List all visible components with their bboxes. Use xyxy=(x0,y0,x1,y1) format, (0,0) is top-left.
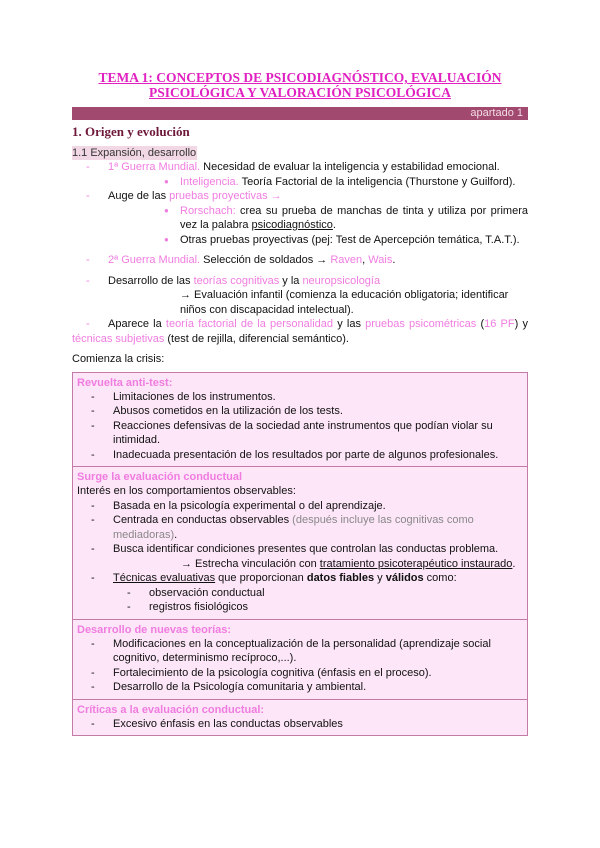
dash-marker: - xyxy=(91,448,95,461)
list-item xyxy=(72,317,528,346)
list-item xyxy=(77,586,523,601)
text-run: Necesidad de evaluar la inteligencia y estabilidad emocional. xyxy=(203,161,500,173)
list-item xyxy=(72,175,528,190)
list-item xyxy=(72,274,528,289)
text-run: Limitaciones de los instrumentos. xyxy=(113,390,276,403)
dash-marker: - xyxy=(86,318,90,330)
list-item xyxy=(72,189,528,204)
text-run: . xyxy=(392,254,396,266)
bullet-icon: ● xyxy=(164,234,169,244)
text-run: Abusos cometidos en la utilización de los tests. xyxy=(113,405,343,417)
dash-marker: - xyxy=(91,666,95,679)
section-band: apartado 1 xyxy=(72,107,528,120)
text-run: Excesivo énfasis en las conductas observables xyxy=(113,717,343,730)
text-run: tratamiento psicoterapéutico instaurado xyxy=(319,557,513,570)
crisis-section-title: Surge la evaluación conductual xyxy=(77,471,243,483)
list-item xyxy=(77,484,523,499)
text-run: Inteligencia. xyxy=(180,175,242,188)
text-run: observación conductual xyxy=(149,586,265,599)
list-item xyxy=(77,666,523,681)
text-run: Teoría Factorial de la inteligencia (Thurstone y Guilford). xyxy=(241,175,516,188)
list-item xyxy=(77,513,523,542)
text-run: → Evaluación infantil (comienza la educación obligatoria; identificar niños con discapacidad intelectual). xyxy=(180,289,509,316)
text-run: Rorschach: xyxy=(180,204,241,217)
text-run: que proporcionan xyxy=(215,572,307,584)
crisis-section xyxy=(73,373,527,467)
text-run: 2ª Guerra Mundial. xyxy=(108,254,204,266)
text-run: Raven xyxy=(330,254,363,266)
text-run: datos fiables xyxy=(306,572,375,584)
title-line: TEMA 1: CONCEPTOS DE PSICODIAGNÓSTICO, EVALUACIÓN xyxy=(98,70,502,85)
text-run: válidos xyxy=(385,572,424,584)
section-heading: 1. Origen y evolución xyxy=(72,124,190,139)
dash-marker: - xyxy=(91,637,95,650)
text-run: 16 PF xyxy=(484,318,515,330)
text-run: Wais xyxy=(368,254,393,266)
list-item xyxy=(72,253,528,268)
dash-marker: - xyxy=(91,499,95,512)
text-run: Fortalecimiento de la psicología cognitiva (énfasis en el proceso). xyxy=(113,666,432,679)
dash-marker: - xyxy=(91,419,95,432)
crisis-table xyxy=(72,372,528,737)
text-run: . xyxy=(174,528,178,541)
bullet-icon: ● xyxy=(164,176,169,186)
text-run: Modificaciones en la conceptualización de la personalidad (aprendizaje social cognitivo, determinismo recíproco,...). xyxy=(113,637,491,664)
text-run: Selección de soldados → xyxy=(203,254,331,266)
text-run: Busca identificar condiciones presentes que controlan las conductas problema. xyxy=(113,543,499,555)
text-run: , xyxy=(362,254,369,266)
text-run: neuropsicología xyxy=(302,274,381,287)
list-item xyxy=(77,557,523,572)
dash-marker: - xyxy=(91,405,95,417)
dash-marker: - xyxy=(127,586,131,599)
text-run: 1ª Guerra Mundial. xyxy=(108,161,204,173)
text-run: (test de rejilla, diferencial semántico). xyxy=(164,332,349,345)
subsection-heading: 1.1 Expansión, desarrollo xyxy=(72,147,197,159)
text-run: Otras pruebas proyectivas (pej: Test de Apercepción temática, T.A.T.). xyxy=(180,233,520,246)
text-run: Aparece la xyxy=(108,318,166,330)
text-run: → Estrecha vinculación con xyxy=(181,557,320,570)
dash-marker: - xyxy=(91,681,95,693)
text-run: teorías cognitivas xyxy=(193,274,280,287)
dash-marker: - xyxy=(86,254,90,266)
list-item xyxy=(77,499,523,514)
text-run: pruebas psicométricas xyxy=(365,318,477,330)
list-item xyxy=(77,448,523,463)
crisis-section xyxy=(73,699,527,736)
list-item xyxy=(77,404,523,419)
list-item xyxy=(72,233,528,248)
crisis-section-title: Críticas a la evaluación conductual: xyxy=(77,703,265,716)
text-run: y xyxy=(374,572,386,584)
dash-marker: - xyxy=(91,514,95,526)
crisis-section xyxy=(73,619,527,699)
text-run: teoría factorial de la personalidad xyxy=(165,318,334,330)
text-run: Reacciones defensivas de la sociedad ante instrumentos que podían violar su intimidad. xyxy=(113,419,493,446)
text-run: Inadecuada presentación de los resultados por parte de algunos profesionales. xyxy=(113,448,499,461)
crisis-section xyxy=(73,466,527,619)
list-item xyxy=(77,717,523,732)
crisis-label: Comienza la crisis: xyxy=(72,353,165,365)
bullet-icon: ● xyxy=(164,205,169,215)
text-run: psicodiagnóstico xyxy=(251,219,333,231)
text-run: ( xyxy=(476,318,485,330)
text-run: Auge de las xyxy=(108,190,170,202)
text-run: registros fisiológicos xyxy=(149,601,249,613)
list-item xyxy=(77,680,523,695)
text-run: Basada en la psicología experimental o del aprendizaje. xyxy=(113,499,386,512)
list-item xyxy=(72,288,528,317)
document-title xyxy=(72,70,528,100)
dash-marker: - xyxy=(86,274,90,287)
text-run: Técnicas evaluativas xyxy=(113,572,216,584)
list-item xyxy=(77,419,523,448)
dash-marker: - xyxy=(91,572,95,584)
dash-marker: - xyxy=(86,161,90,173)
list-item xyxy=(77,390,523,405)
text-run: Interés en los comportamientos observables: xyxy=(77,485,296,497)
text-run: Centrada en conductas observables xyxy=(113,514,293,526)
list-item xyxy=(77,542,523,557)
dash-marker: - xyxy=(91,390,95,403)
text-run: Desarrollo de las xyxy=(108,274,194,287)
dash-marker: - xyxy=(86,190,90,202)
text-run: Desarrollo de la Psicología comunitaria y ambiental. xyxy=(113,681,367,693)
crisis-section-title: Desarrollo de nuevas teorías: xyxy=(77,623,232,636)
document-page xyxy=(72,70,528,736)
text-run: y las xyxy=(333,318,366,330)
text-run: pruebas proyectivas → xyxy=(169,190,282,202)
dash-marker: - xyxy=(91,717,95,730)
text-run: . xyxy=(332,219,336,231)
outline-list xyxy=(72,160,528,346)
text-run: como: xyxy=(423,572,457,584)
text-run: técnicas subjetivas xyxy=(72,332,165,345)
list-item xyxy=(72,204,528,233)
dash-marker: - xyxy=(127,601,131,613)
list-item xyxy=(77,571,523,586)
text-run: y la xyxy=(279,274,303,287)
list-item xyxy=(77,637,523,666)
text-run: (después incluye las cognitivas como mediadoras) xyxy=(113,514,474,541)
crisis-section-title: Revuelta anti-test: xyxy=(77,376,173,389)
title-line: PSICOLÓGICA Y VALORACIÓN PSICOLÓGICA xyxy=(149,85,451,100)
text-run: ) y xyxy=(514,318,528,330)
dash-marker: - xyxy=(91,543,95,555)
list-item xyxy=(72,160,528,175)
text-run: . xyxy=(512,557,516,570)
text-run: crea su prueba de manchas de tinta y utiliza por primera vez la palabra xyxy=(180,204,528,231)
list-item xyxy=(77,600,523,615)
